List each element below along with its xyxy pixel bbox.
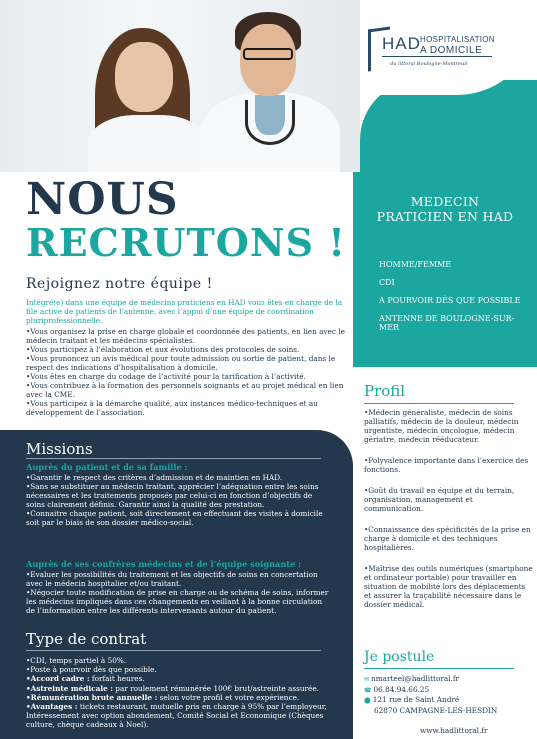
logo-divider	[382, 56, 492, 57]
list-item: •Vous prononcez un avis médical pour toute admission ou sortie de patient, dans le respect des indications d’hospitalisation à domicile.	[26, 354, 336, 372]
missions-divider	[26, 458, 321, 459]
email-row[interactable]	[364, 674, 534, 685]
doctor-woman-coat	[88, 115, 208, 172]
list-item: •Connaitre chaque patient, soit directement en effectuant des visites à domicile soit par le biais de son dossier médico-social.	[26, 509, 323, 527]
list-item: •Vous participez à l’élaboration et aux évolutions des protocoles de soins.	[26, 345, 300, 354]
contrat-text: forfait heures.	[89, 674, 145, 684]
list-item	[26, 693, 336, 702]
job-title-line1: MEDECIN	[410, 194, 480, 209]
missions-list2	[26, 570, 331, 615]
stethoscope-icon	[245, 100, 295, 145]
glasses-icon	[243, 48, 293, 60]
missions-list1	[26, 473, 331, 527]
job-title-line2: PRATICIEN EN HAD	[376, 209, 514, 224]
job-info-availability: A POURVOIR DÈS QUE POSSIBLE	[379, 296, 521, 305]
contrat-text: •Poste à pourvoir dès que possible.	[26, 665, 157, 675]
postule-title: Je postule	[364, 649, 435, 665]
list-item: •Polyvalence importante dans l’exercice des fonctions.	[364, 456, 529, 474]
list-item	[26, 665, 336, 674]
intro-text: Intégré(e) dans une équipe de médecins praticiens en HAD vous êtes en charge de la file active de patients de l’antenne, avec l’appui d’une équipe de coordination pluriprofessionnelle.	[26, 298, 343, 325]
contrat-list	[26, 656, 336, 730]
contrat-title: Type de contrat	[26, 630, 147, 648]
logo-line1: HOSPITALISATION	[420, 35, 495, 44]
missions-sub1: Auprès du patient et de sa famille :	[26, 462, 188, 472]
list-item: •Garantir le respect des critères d’admission et de maintien en HAD.	[26, 473, 283, 482]
logo-brand: HAD	[382, 34, 421, 53]
website-link[interactable]: www.hadlittoral.fr	[420, 726, 488, 735]
contrat-text: par roulement rémunérée 100€ brut/astreinte assurée.	[112, 683, 320, 693]
contrat-text: selon votre profil et votre expérience.	[157, 692, 300, 702]
contrat-text: •CDI, temps partiel à 50%.	[26, 656, 127, 665]
email-icon: ✉	[364, 676, 370, 683]
doctor-man-face	[240, 24, 296, 96]
job-info-list	[379, 260, 529, 341]
title-line1: NOUS	[26, 174, 179, 225]
list-item: •Evaluer les possibilités du traitement et les objectifs de soins en concertation avec le médecin hospitalier et/ou traitant.	[26, 570, 318, 588]
phone-number[interactable]: 06.84.94.66.25	[373, 684, 430, 694]
contrat-divider	[26, 650, 321, 651]
contrat-label: •Astreinte médicale :	[26, 683, 113, 693]
list-item	[26, 684, 336, 693]
list-item	[26, 674, 336, 683]
subtitle: Rejoignez notre équipe !	[26, 276, 213, 292]
list-item: •Connaissance des spécificités de la prise en charge à domicile et des techniques hospitalières.	[364, 525, 531, 552]
missions-title: Missions	[26, 440, 93, 458]
profil-list	[364, 408, 534, 621]
address-row2	[364, 706, 534, 716]
list-item	[26, 656, 336, 665]
list-item: •Goût du travail en équipe et du terrain, organisation, management et communication.	[364, 486, 515, 513]
list-item: •Maîtrise des outils numériques (smartphone et ordinateur portable) pour travailler en situation de mobilité lors des déplacements et assurer la traçabilité nécessaire dans le dossier médical.	[364, 564, 533, 609]
logo-line2: A DOMICILE	[420, 45, 483, 56]
contrat-label: •Rémunération brute annuelle :	[26, 692, 158, 702]
contrat-label: •Avantages :	[26, 702, 78, 712]
address-line1: 121 rue de Saint André	[372, 695, 460, 704]
job-title	[353, 194, 537, 224]
missions-sub2: Auprès de ses confrères médecins et de l’équipe soignante :	[26, 559, 302, 569]
list-item: •Vous contribuez à la formation des personnels soignants et au projet médical en lien avec la CME.	[26, 381, 344, 399]
job-info-location: ANTENNE DE BOULOGNE-SUR-MER	[379, 314, 515, 332]
doctor-woman-face	[115, 42, 173, 112]
phone-icon: ☎	[364, 686, 372, 694]
location-icon: ⬤	[364, 697, 371, 704]
phone-row[interactable]	[364, 685, 534, 696]
profil-divider	[364, 403, 514, 404]
list-item: •Négocier toute modification de prise en charge ou de schéma de soins, informer les médecins impliqués dans ces changements en veillant à la bonne circulation de l’information entre les différents intervenants autour du patient.	[26, 588, 329, 615]
profil-title: Profil	[364, 382, 406, 400]
list-item	[26, 702, 336, 730]
address-line2: 62870 CAMPAGNE-LES-HESDIN	[374, 705, 498, 715]
email-link[interactable]: nmarteel@hadlittoral.fr	[371, 674, 460, 683]
address-row	[364, 695, 534, 706]
doctors-photo	[0, 0, 360, 172]
job-info-gender: HOMME/FEMME	[379, 260, 452, 269]
job-block	[353, 172, 537, 367]
job-info-contract: CDI	[379, 278, 395, 287]
contact-block	[364, 674, 534, 715]
responsibilities-list	[26, 327, 346, 417]
contrat-label: •Accord cadre :	[26, 674, 90, 684]
title-line2: RECRUTONS !	[26, 220, 346, 265]
postule-divider	[364, 668, 514, 669]
logo-subtitle: du littoral Boulogne-Montreuil	[390, 61, 468, 67]
list-item: •Vous participez à la démarche qualité, aux instances médico-techniques et au développement de l’association.	[26, 399, 318, 417]
list-item: •Médecin généraliste, médecin de soins palliatifs, médecin de la douleur, médecin urgentiste, médecin oncologue, médecin gériatre, médecin rééducateur.	[364, 408, 519, 444]
contrat-text: tickets restaurant, mutuelle pris en charge à 95% par l’employeur, Intéressement avec option abondement, Comité Social et Economique (Chèques culture, chèque cadeaux à Noel).	[26, 702, 327, 730]
list-item: •Vous êtes en charge du codage de l’activité pour la tarification à l’activité.	[26, 372, 306, 381]
list-item: •Sans se substituer au médecin traitant, apprécier l’adéquation entre les soins nécessaires et les traitements proposés par celui-ci en fonction d’objectifs de soins clairement définis. Garantir ainsi la qualité des prestation.	[26, 482, 319, 509]
list-item: •Vous organisez la prise en charge globale et coordonnée des patients, en lien avec le médecin traitant et les médecins spécialistes.	[26, 327, 345, 345]
